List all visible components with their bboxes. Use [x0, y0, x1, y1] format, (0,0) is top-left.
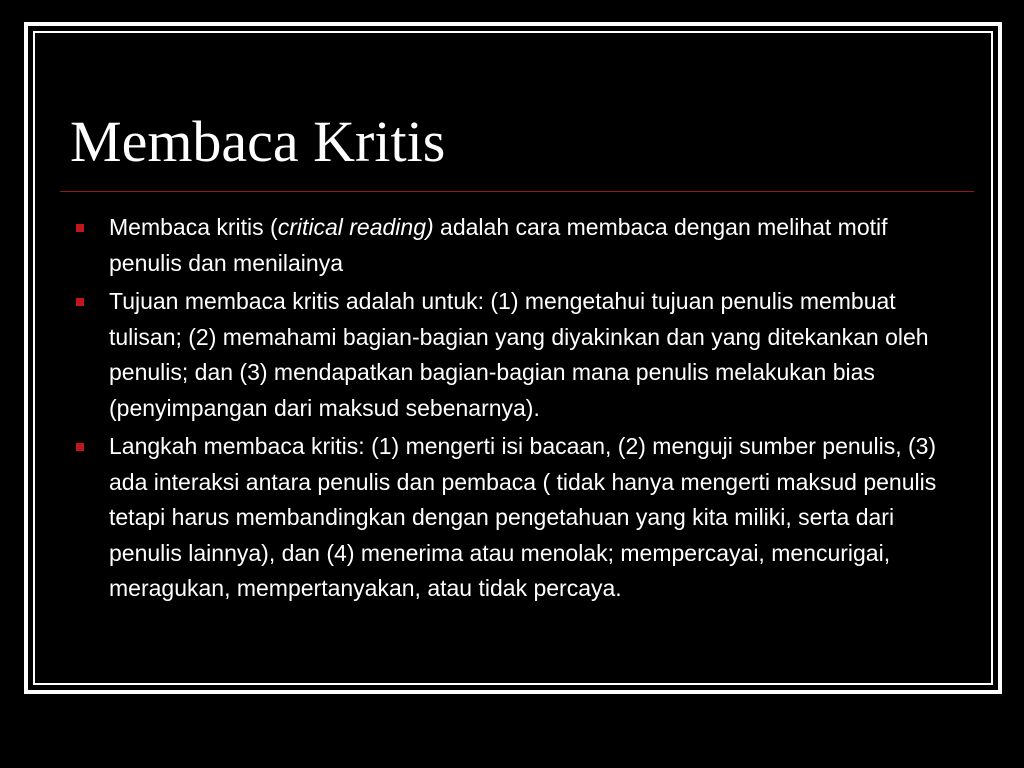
bullet-item-purpose [76, 284, 962, 426]
bullet-item-steps [76, 429, 962, 607]
square-bullet-icon [76, 224, 84, 232]
square-bullet-icon [76, 443, 84, 451]
title-divider [60, 191, 974, 192]
bullet-text-after: adalah cara membaca dengan melihat motif penulis dan menilainya [109, 214, 888, 276]
slide-title: Membaca Kritis [70, 109, 446, 174]
bullet-text: Tujuan membaca kritis adalah untuk: (1) mengetahui tujuan penulis membuat tulisan; (2) memahami bagian-bagian yang diyakinkan dan yang ditekankan oleh penulis; dan (3) mendapatkan bagian-bagian mana penulis melakukan bias (penyimpangan dari maksud sebenarnya). [109, 288, 929, 421]
bullet-item-definition [76, 210, 962, 281]
square-bullet-icon [76, 298, 84, 306]
bullet-text-emphasis: critical reading) [277, 214, 434, 240]
bullet-text-before: Membaca kritis ( [109, 214, 278, 240]
bullet-list [76, 210, 962, 610]
bullet-text: Langkah membaca kritis: (1) mengerti isi bacaan, (2) menguji sumber penulis, (3) ada interaksi antara penulis dan pembaca ( tidak hanya mengerti maksud penulis tetapi harus membandingkan dengan pengetahuan yang kita miliki, serta dari penulis lainnya), dan (4) menerima atau menolak; mempercayai, mencurigai, meragukan, mempertanyakan, atau tidak percaya. [109, 433, 937, 601]
